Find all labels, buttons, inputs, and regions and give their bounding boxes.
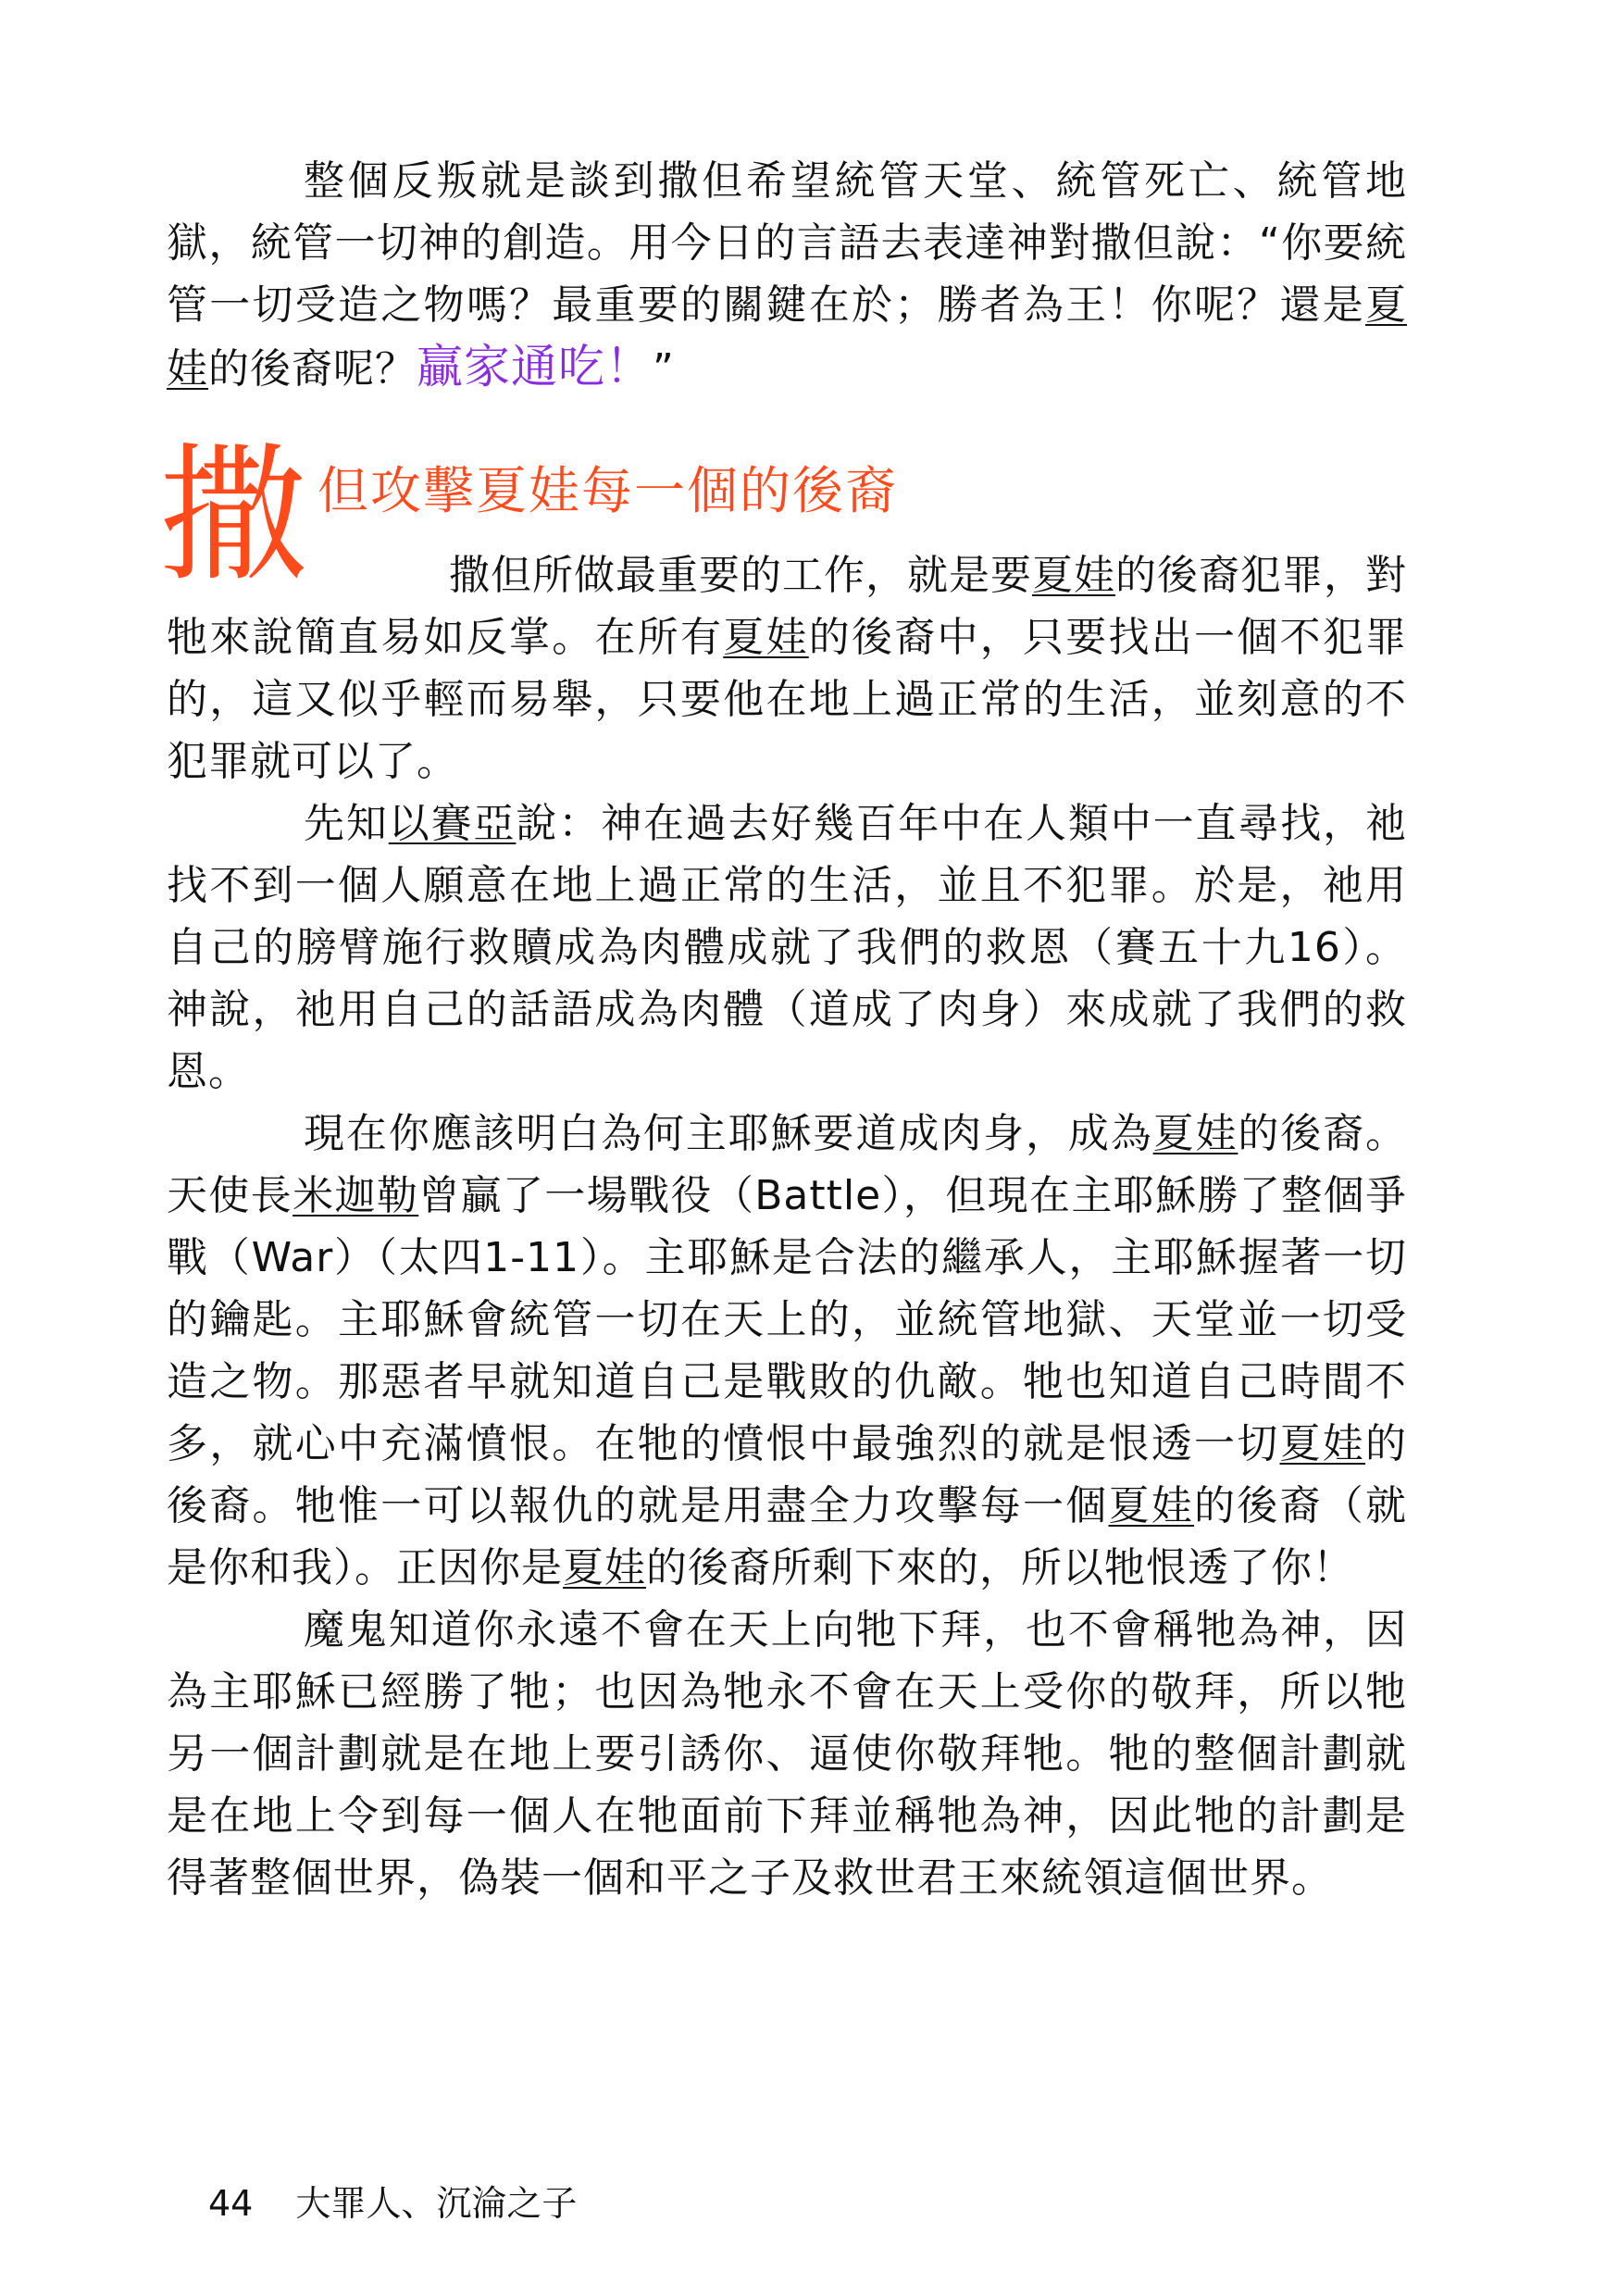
text-span: 的後裔中，只要找出一個不犯罪的，這又似乎輕而易舉，只要他在地上過正常的生活，並刻意的不犯罪就可以了。 (167, 614, 1407, 785)
paragraph-4 (167, 1103, 1407, 1599)
paragraph-1 (167, 150, 1407, 400)
name-eve: 夏娃 (1108, 1482, 1194, 1529)
section-1 (167, 150, 1407, 400)
text-span: 的後裔（就是你和我）。正因你是 (167, 1482, 1407, 1591)
text-span: 的後裔所剩下來的，所以牠恨透了你！ (646, 1544, 1354, 1591)
text-span: 的後裔。天使長 (167, 1110, 1408, 1219)
page-footer (208, 2180, 577, 2227)
text-span: 現在你應該明白為何主耶穌要道成肉身，成為 (304, 1110, 1153, 1157)
section-2 (167, 544, 1407, 1909)
name-eve: 夏娃 (1032, 552, 1115, 599)
drop-cap: 撒 (159, 429, 308, 602)
highlight-phrase: 贏家通吃！ (417, 340, 653, 393)
page-number: 44 (208, 2183, 254, 2224)
name-eve: 夏娃 (1279, 1420, 1365, 1467)
text-span: 先知 (304, 800, 389, 847)
name-eve: 夏娃 (723, 614, 809, 661)
name-michael: 米迦勒 (292, 1172, 419, 1219)
closing-quote: ” (653, 345, 675, 393)
running-title: 大罪人、沉淪之子 (295, 2183, 578, 2224)
paragraph-5: 魔鬼知道你永遠不會在天上向牠下拜，也不會稱牠為神，因為主耶穌已經勝了牠；也因為牠永不會在天上受你的敬拜，所以牠另一個計劃就是在地上要引誘你、逼使你敬拜牠。牠的整個計劃就是在地上令到每一個人在牠面前下拜並稱牠為神，因此牠的計劃是得著整個世界，偽裝一個和平之子及救世君王來統領這個世界。 (167, 1606, 1407, 1902)
paragraph-3 (167, 792, 1407, 1103)
text-span: 的後裔呢？ (208, 345, 417, 393)
text-span: 整個反叛就是談到撒但希望統管天堂、統管死亡、統管地獄，統管一切神的創造。用今日的言語去表達神對撒但說：“你要統管一切受造之物嗎？最重要的關鍵在於；勝者為王！你呢？還是 (167, 157, 1407, 329)
name-isaiah: 以賽亞 (388, 800, 517, 847)
section-heading: 但攻擊夏娃每一個的後裔 (317, 461, 899, 520)
name-eve: 夏娃 (167, 281, 1407, 393)
text-span: 撒但所做最重要的工作，就是要 (449, 552, 1032, 599)
text-span: 說：神在過去好幾百年中在人類中一直尋找，祂找不到一個人願意在地上過正常的生活，並且不犯罪。於是，祂用自己的膀臂施行救贖成為肉體成就了我們的救恩（賽五十九16）。神說，祂用自己的話語成為肉體（道成了肉身）來成就了我們的救恩。 (167, 800, 1408, 1095)
text-span: 的後裔。牠惟一可以報仇的就是用盡全力攻擊每一個 (167, 1420, 1407, 1529)
paragraph-2 (167, 544, 1407, 792)
text-span: 曾贏了一場戰役（Battle），但現在主耶穌勝了整個爭戰（War）（太四1-11）。主耶穌是合法的繼承人，主耶穌握著一切的鑰匙。主耶穌會統管一切在天上的，並統管地獄、天堂並一切受造之物。那惡者早就知道自己是戰敗的仇敵。牠也知道自己時間不多，就心中充滿憤恨。在牠的憤恨中最強烈的就是恨透一切 (167, 1172, 1408, 1467)
name-eve: 夏娃 (1152, 1110, 1238, 1157)
text-span: 的後裔犯罪，對牠來說簡直易如反掌。在所有 (167, 552, 1407, 661)
name-eve: 夏娃 (563, 1544, 646, 1591)
